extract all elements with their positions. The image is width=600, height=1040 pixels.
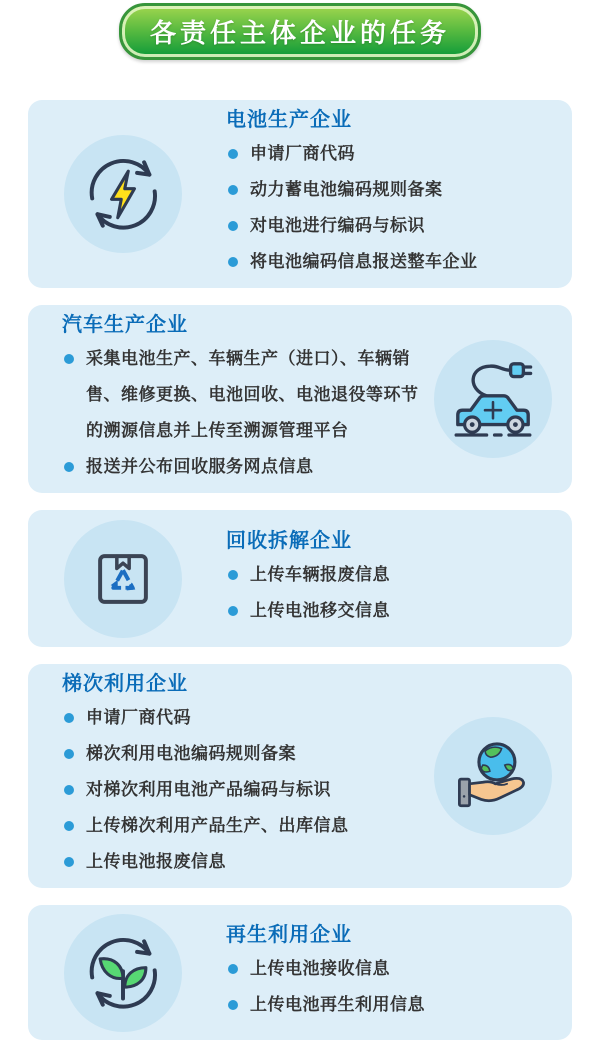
task-item (62, 808, 426, 844)
card-title: 再生利用企业 (226, 923, 352, 946)
task-list (226, 557, 390, 629)
card-vehicle-producer (28, 305, 572, 493)
task-list (62, 341, 426, 485)
task-text: 对电池进行编码与标识 (250, 216, 425, 235)
recycle-box-icon (64, 520, 182, 638)
task-list (62, 700, 426, 880)
task-item (62, 341, 426, 449)
task-item (226, 208, 478, 244)
card-battery-producer (28, 100, 572, 288)
task-text: 将电池编码信息报送整车企业 (250, 252, 478, 271)
card-content (62, 313, 426, 485)
task-list (226, 951, 425, 1023)
page-title: 各责任主体企业的任务 (119, 3, 481, 60)
bullet-dot-icon (228, 149, 238, 159)
task-item (226, 136, 478, 172)
task-text: 采集电池生产、车辆生产（进口）、车辆销售、维修更换、电池回收、电池退役等环节的溯源信息并上传至溯源管理平台 (86, 349, 419, 440)
task-text: 申请厂商代码 (86, 708, 191, 727)
bullet-dot-icon (228, 606, 238, 616)
bullet-dot-icon (64, 785, 74, 795)
ev-car-charging-icon (434, 340, 552, 458)
task-text: 报送并公布回收服务网点信息 (86, 457, 314, 476)
plant-recycle-icon (64, 914, 182, 1032)
task-text: 上传电池接收信息 (250, 958, 390, 978)
task-item (226, 557, 390, 593)
task-item (226, 593, 390, 629)
page-header (0, 0, 600, 60)
battery-recycle-icon (64, 135, 182, 253)
bullet-dot-icon (228, 221, 238, 231)
card-content (226, 108, 478, 280)
task-text: 上传电池移交信息 (250, 600, 390, 620)
card-content (226, 529, 390, 629)
task-item (62, 772, 426, 808)
card-content (226, 923, 425, 1023)
card-content (62, 672, 426, 880)
card-title: 汽车生产企业 (62, 314, 188, 336)
bullet-dot-icon (64, 821, 74, 831)
task-text: 上传电池报废信息 (86, 852, 226, 871)
bullet-dot-icon (228, 185, 238, 195)
task-text: 对梯次利用电池产品编码与标识 (86, 780, 331, 799)
card-title: 梯次利用企业 (62, 673, 188, 695)
task-item (62, 736, 426, 772)
task-text: 上传梯次利用产品生产、出库信息 (86, 816, 349, 835)
card-regeneration-utilization (28, 905, 572, 1040)
task-item (62, 449, 426, 485)
task-text: 梯次利用电池编码规则备案 (86, 744, 296, 763)
card-cascade-utilization (28, 664, 572, 888)
bullet-dot-icon (228, 1000, 238, 1010)
task-item (226, 244, 478, 280)
bullet-dot-icon (228, 964, 238, 974)
bullet-dot-icon (64, 749, 74, 759)
task-text: 申请厂商代码 (250, 144, 355, 163)
card-title: 电池生产企业 (226, 109, 352, 131)
bullet-dot-icon (64, 857, 74, 867)
task-item (226, 172, 478, 208)
bullet-dot-icon (64, 354, 74, 364)
task-item (226, 951, 425, 987)
task-text: 上传车辆报废信息 (250, 564, 390, 584)
task-text: 动力蓄电池编码规则备案 (250, 180, 443, 199)
task-list (226, 136, 478, 280)
bullet-dot-icon (64, 462, 74, 472)
task-text: 上传电池再生利用信息 (250, 994, 425, 1014)
bullet-dot-icon (228, 257, 238, 267)
bullet-dot-icon (228, 570, 238, 580)
bullet-dot-icon (64, 713, 74, 723)
task-item (226, 987, 425, 1023)
card-recycling-dismantler (28, 510, 572, 647)
task-item (62, 844, 426, 880)
task-item (62, 700, 426, 736)
card-title: 回收拆解企业 (226, 529, 352, 552)
hand-holding-globe-icon (434, 717, 552, 835)
